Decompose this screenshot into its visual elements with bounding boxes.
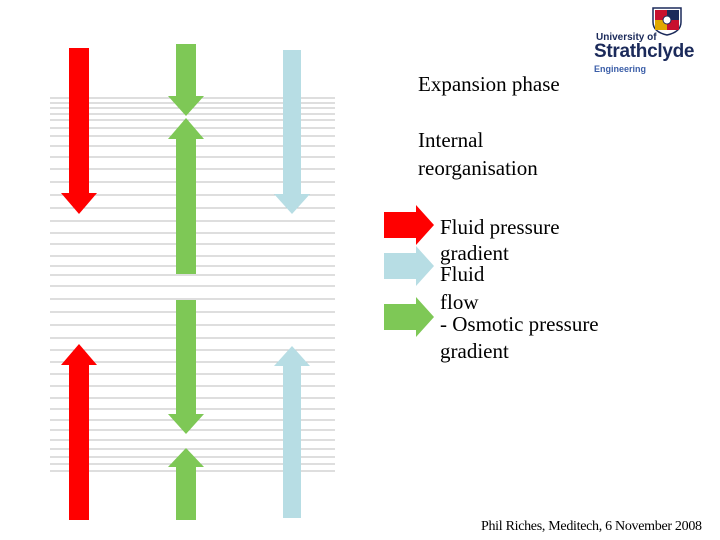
legend-fluid-flow-line2: flow [440,290,479,314]
internal-reorganisation-label [418,126,538,183]
reorg-line1: Internal [418,128,484,152]
logo-line1: University of [596,32,657,43]
legend-fluid-flow [440,260,484,316]
red-arrow-up [61,344,97,520]
reorg-line2: reorganisation [418,156,538,181]
logo-line3: Engineering [594,64,647,74]
footer-credit: Phil Riches, Meditech, 6 November 2008 [481,519,702,534]
blue-arrow-down [274,50,310,214]
legend-fluid-pressure-line1: Fluid pressure [440,215,560,239]
legend-fluid-pressure-line2: gradient [440,241,509,265]
blue-arrow-up [274,346,310,518]
green-arrow-down-bottom [168,300,204,434]
university-logo [592,6,716,76]
legend-fluid-pressure [440,214,560,266]
legend-arrow-blue [384,246,434,286]
green-arrow-up-bottom [168,448,204,520]
legend-arrow-red [384,205,434,245]
expansion-phase-label: Expansion phase [418,72,560,96]
legend-osmotic-line2: gradient [440,339,509,363]
logo-line2: Strathclyde [594,41,695,62]
red-arrow-down [61,48,97,214]
legend-osmotic-line1: - Osmotic pressure [440,312,599,336]
green-arrow-down-top [168,44,204,116]
legend-arrow-green [384,297,434,337]
legend-fluid-flow-line1: Fluid [440,262,485,286]
legend-osmotic-pressure [440,311,599,365]
green-arrow-up-top [168,118,204,274]
